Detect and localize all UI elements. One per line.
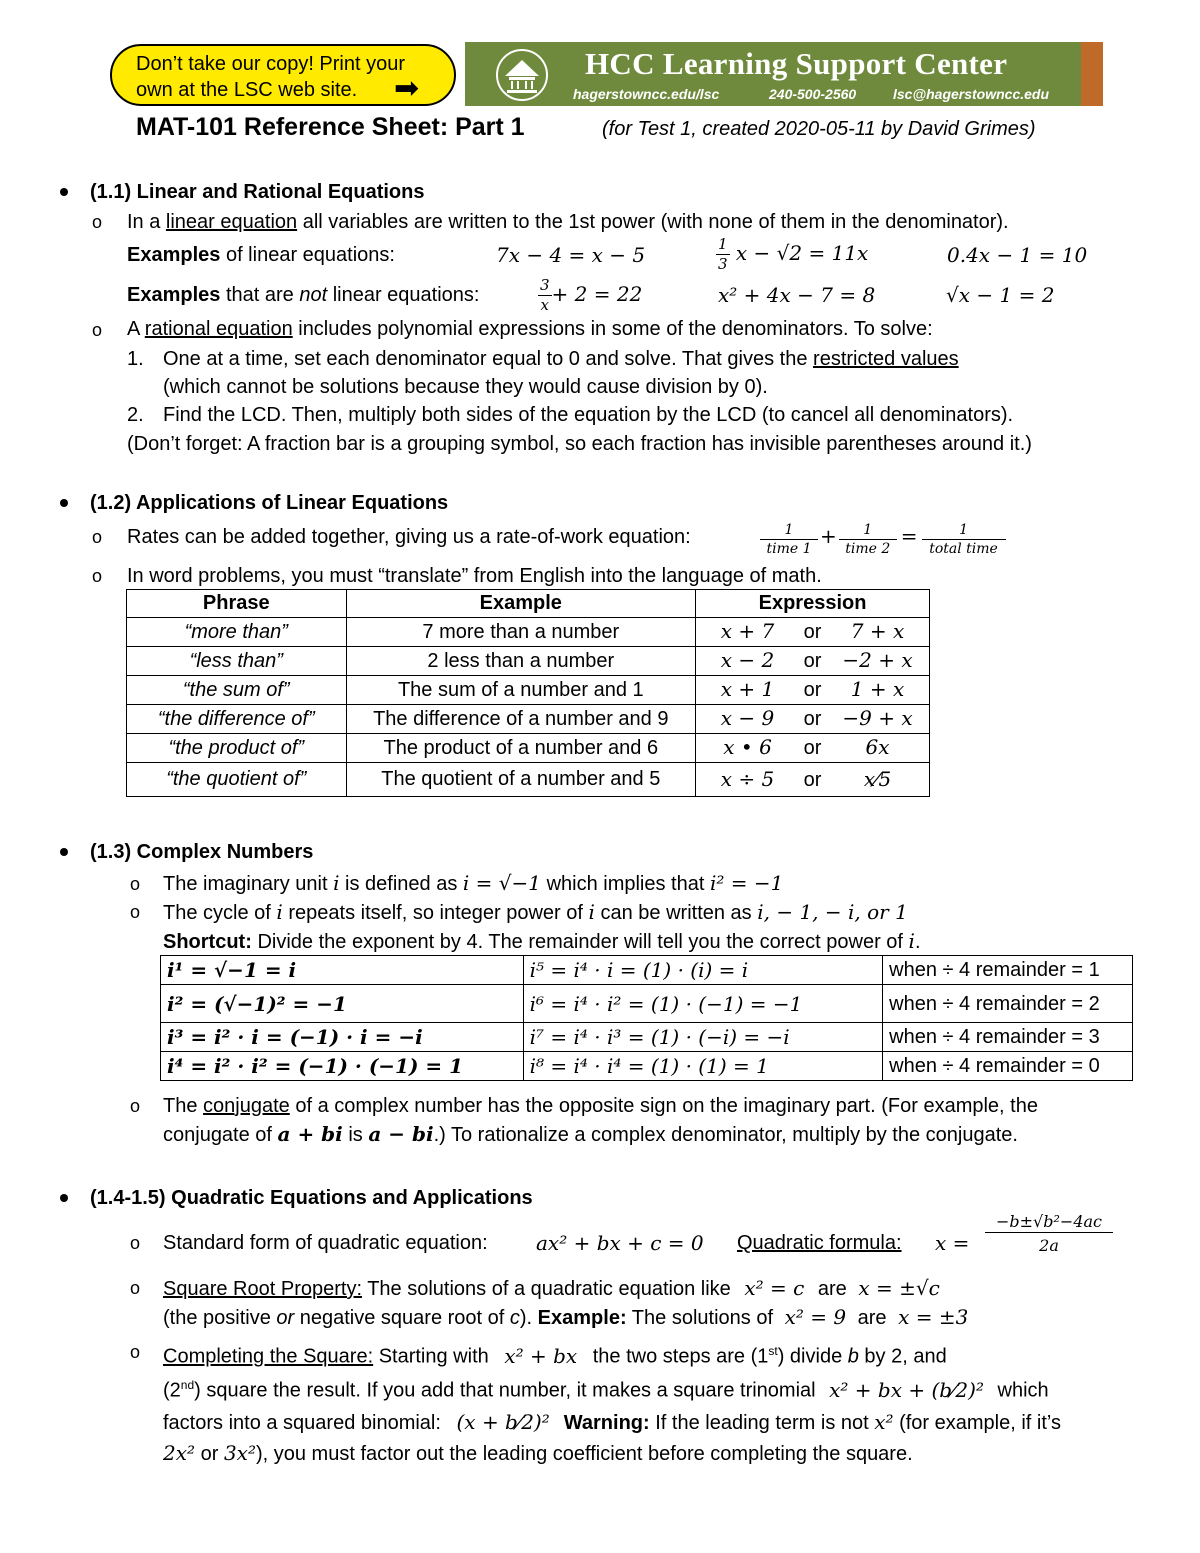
circle-bullet-icon: o <box>130 1233 141 1253</box>
imaginary-unit-definition: The imaginary unit i is defined as i = √−1 which implies that i² = −1 <box>163 871 784 895</box>
phrase-cell: “less than” <box>127 647 347 676</box>
quadratic-formula-lhs: x = <box>935 1231 970 1255</box>
phrase-cell: “the product of” <box>127 734 347 763</box>
college-logo-icon <box>495 48 549 102</box>
nonlinear-example-3: √x − 1 = 2 <box>946 283 1055 307</box>
power-cell: i⁴ = i² · i² = (−1) · (−1) = 1 <box>161 1052 524 1081</box>
page-title: MAT-101 Reference Sheet: Part 1 <box>136 113 525 141</box>
expression-cell: x − 2 or −2 + x <box>696 647 930 676</box>
print-notice-badge <box>110 44 456 106</box>
circle-bullet-icon: o <box>92 566 103 586</box>
circle-bullet-icon: o <box>130 874 141 894</box>
circle-bullet-icon: o <box>130 1342 141 1362</box>
cycle-of-i-text: The cycle of i repeats itself, so integer power of i can be written as i, − 1, − i, or 1 <box>163 900 908 924</box>
phone-number: 240-500-2560 <box>769 86 857 102</box>
lsc-banner <box>465 42 1103 106</box>
table-row <box>127 734 930 763</box>
badge-line-2: own at the LSC web site. <box>136 79 358 101</box>
table-header-row <box>127 590 930 618</box>
linear-example-2: $\frac{1}{3}$ x − √2 = 11x <box>718 235 869 273</box>
standard-form-equation: ax² + bx + c = 0 <box>536 1231 704 1255</box>
power-cell: i⁷ = i⁴ · i³ = (1) · (−i) = −i <box>523 1023 883 1052</box>
banner-accent-stripe <box>1081 42 1103 106</box>
bullet-icon <box>60 848 68 856</box>
section-heading-1-1: (1.1) Linear and Rational Equations <box>90 181 425 203</box>
section-heading-1-3: (1.3) Complex Numbers <box>90 841 314 863</box>
remainder-cell: when ÷ 4 remainder = 1 <box>883 956 1133 985</box>
step-2-text: Find the LCD. Then, multiply both sides of the equation by the LCD (to cancel all denominators). <box>163 404 1014 426</box>
powers-of-i-table <box>160 955 1133 1081</box>
conjugate-text-continuation: conjugate of a + bi is a − bi.) To rationalize a complex denominator, multiply by the conjugate. <box>163 1122 1018 1146</box>
rate-of-work-text: Rates can be added together, giving us a rate-of-work equation: <box>127 526 691 548</box>
example-cell: The product of a number and 6 <box>346 734 696 763</box>
circle-bullet-icon: o <box>92 320 103 340</box>
circle-bullet-icon: o <box>92 527 103 547</box>
linear-definition: In a linear equation all variables are written to the 1st power (with none of them in the denominator). <box>127 211 1009 233</box>
rate-of-work-equation: $\frac{1}{\text{time 1}}$ + $\frac{1}{\text{time 2}}$ = $\frac{1}{\text{total time}}$ <box>760 514 1006 561</box>
completing-square-continuation: (2nd) square the result. If you add that number, it makes a square trinomial x² + bx + (b⁄2)² which <box>163 1377 1049 1402</box>
standard-form-label: Standard form of quadratic equation: <box>163 1232 488 1254</box>
linear-example-1: 7x − 4 = x − 5 <box>496 243 646 267</box>
remainder-cell: when ÷ 4 remainder = 3 <box>883 1023 1133 1052</box>
circle-bullet-icon: o <box>130 1278 141 1298</box>
brand-name: HCC Learning Support Center <box>585 46 1008 81</box>
bullet-icon <box>60 188 68 196</box>
step-1-continuation: (which cannot be solutions because they would cause division by 0). <box>163 376 768 398</box>
power-cell: i⁵ = i⁴ · i = (1) · (i) = i <box>523 956 883 985</box>
arrow-right-icon: ➡ <box>394 72 420 105</box>
example-cell: 7 more than a number <box>346 618 696 647</box>
bullet-icon <box>60 499 68 507</box>
page-subtitle: (for Test 1, created 2020-05-11 by David Grimes) <box>602 118 1036 140</box>
quadratic-formula-label: Quadratic formula: <box>737 1232 902 1254</box>
website-link[interactable]: hagerstowncc.edu/lsc <box>573 86 720 102</box>
quadratic-formula-fraction: $\frac{\text{−b±√b²−4ac}}{2a}$ <box>985 1214 1113 1254</box>
example-cell: 2 less than a number <box>346 647 696 676</box>
circle-bullet-icon: o <box>92 212 103 232</box>
column-header-expression: Expression <box>696 590 930 618</box>
email-link[interactable]: lsc@hagerstowncc.edu <box>893 86 1050 102</box>
power-cell: i³ = i² · i = (−1) · i = −i <box>161 1023 524 1052</box>
nonlinear-example-1: $\frac{3}{x}$ + 2 = 22 <box>540 276 643 314</box>
nonlinear-example-2: x² + 4x − 7 = 8 <box>718 283 876 307</box>
nonlinear-examples-label: Examples that are not linear equations: <box>127 284 480 306</box>
table-row <box>161 1023 1133 1052</box>
table-row <box>161 1052 1133 1081</box>
rational-definition: A rational equation includes polynomial expressions in some of the denominators. To solve: <box>127 318 933 340</box>
table-row <box>161 985 1133 1023</box>
square-root-property-continuation: (the positive or negative square root of c). Example: The solutions of x² = 9 are x = ±3 <box>163 1305 969 1329</box>
example-cell: The difference of a number and 9 <box>346 705 696 734</box>
power-cell: i⁸ = i⁴ · i⁴ = (1) · (1) = 1 <box>523 1052 883 1081</box>
translation-table <box>126 589 930 797</box>
table-row <box>127 763 930 797</box>
badge-line-1: Don’t take our copy! Print your <box>136 53 406 75</box>
remainder-cell: when ÷ 4 remainder = 0 <box>883 1052 1133 1081</box>
power-cell: i² = (√−1)² = −1 <box>161 985 524 1023</box>
step-1-text: One at a time, set each denominator equal to 0 and solve. That gives the restricted values <box>163 348 959 370</box>
expression-cell: x • 6 or 6x <box>696 734 930 763</box>
square-root-property: Square Root Property: The solutions of a quadratic equation like x² = c are x = ±√c <box>163 1276 940 1300</box>
table-row <box>127 618 930 647</box>
circle-bullet-icon: o <box>130 902 141 922</box>
translate-text: In word problems, you must “translate” from English into the language of math. <box>127 565 822 587</box>
phrase-cell: “the sum of” <box>127 676 347 705</box>
circle-bullet-icon: o <box>130 1096 141 1116</box>
expression-cell: x + 7 or 7 + x <box>696 618 930 647</box>
linear-example-3: 0.4x − 1 = 10 <box>947 243 1088 267</box>
example-cell: The sum of a number and 1 <box>346 676 696 705</box>
expression-cell: x ÷ 5 or x⁄5 <box>696 763 930 797</box>
section-heading-1-2: (1.2) Applications of Linear Equations <box>90 492 449 514</box>
table-row <box>127 647 930 676</box>
warning-continuation: 2x² or 3x²), you must factor out the leading coefficient before completing the square. <box>163 1441 913 1465</box>
power-cell: i⁶ = i⁴ · i² = (1) · (−1) = −1 <box>523 985 883 1023</box>
bullet-icon <box>60 1194 68 1202</box>
squared-binomial-text: factors into a squared binomial: (x + b⁄2)² Warning: If the leading term is not x² (for example, if it’s <box>163 1410 1061 1434</box>
conjugate-text: The conjugate of a complex number has the opposite sign on the imaginary part. (For example, the <box>163 1095 1038 1117</box>
completing-square-text: Completing the Square: Starting with x² + bx the two steps are (1st) divide b by 2, and <box>163 1343 947 1368</box>
table-row <box>161 956 1133 985</box>
shortcut-text: Shortcut: Divide the exponent by 4. The remainder will tell you the correct power of i. <box>163 929 921 953</box>
fraction-bar-note: (Don’t forget: A fraction bar is a grouping symbol, so each fraction has invisible parentheses around it.) <box>127 433 1032 455</box>
expression-cell: x − 9 or −9 + x <box>696 705 930 734</box>
linear-examples-label: Examples of linear equations: <box>127 244 395 266</box>
column-header-example: Example <box>346 590 696 618</box>
remainder-cell: when ÷ 4 remainder = 2 <box>883 985 1133 1023</box>
column-header-phrase: Phrase <box>127 590 347 618</box>
table-row <box>127 676 930 705</box>
phrase-cell: “more than” <box>127 618 347 647</box>
phrase-cell: “the quotient of” <box>127 763 347 797</box>
power-cell: i¹ = √−1 = i <box>161 956 524 985</box>
step-2-number: 2. <box>127 404 144 426</box>
table-row <box>127 705 930 734</box>
expression-cell: x + 1 or 1 + x <box>696 676 930 705</box>
step-1-number: 1. <box>127 348 144 370</box>
example-cell: The quotient of a number and 5 <box>346 763 696 797</box>
section-heading-1-4: (1.4-1.5) Quadratic Equations and Applications <box>90 1187 533 1209</box>
phrase-cell: “the difference of” <box>127 705 347 734</box>
